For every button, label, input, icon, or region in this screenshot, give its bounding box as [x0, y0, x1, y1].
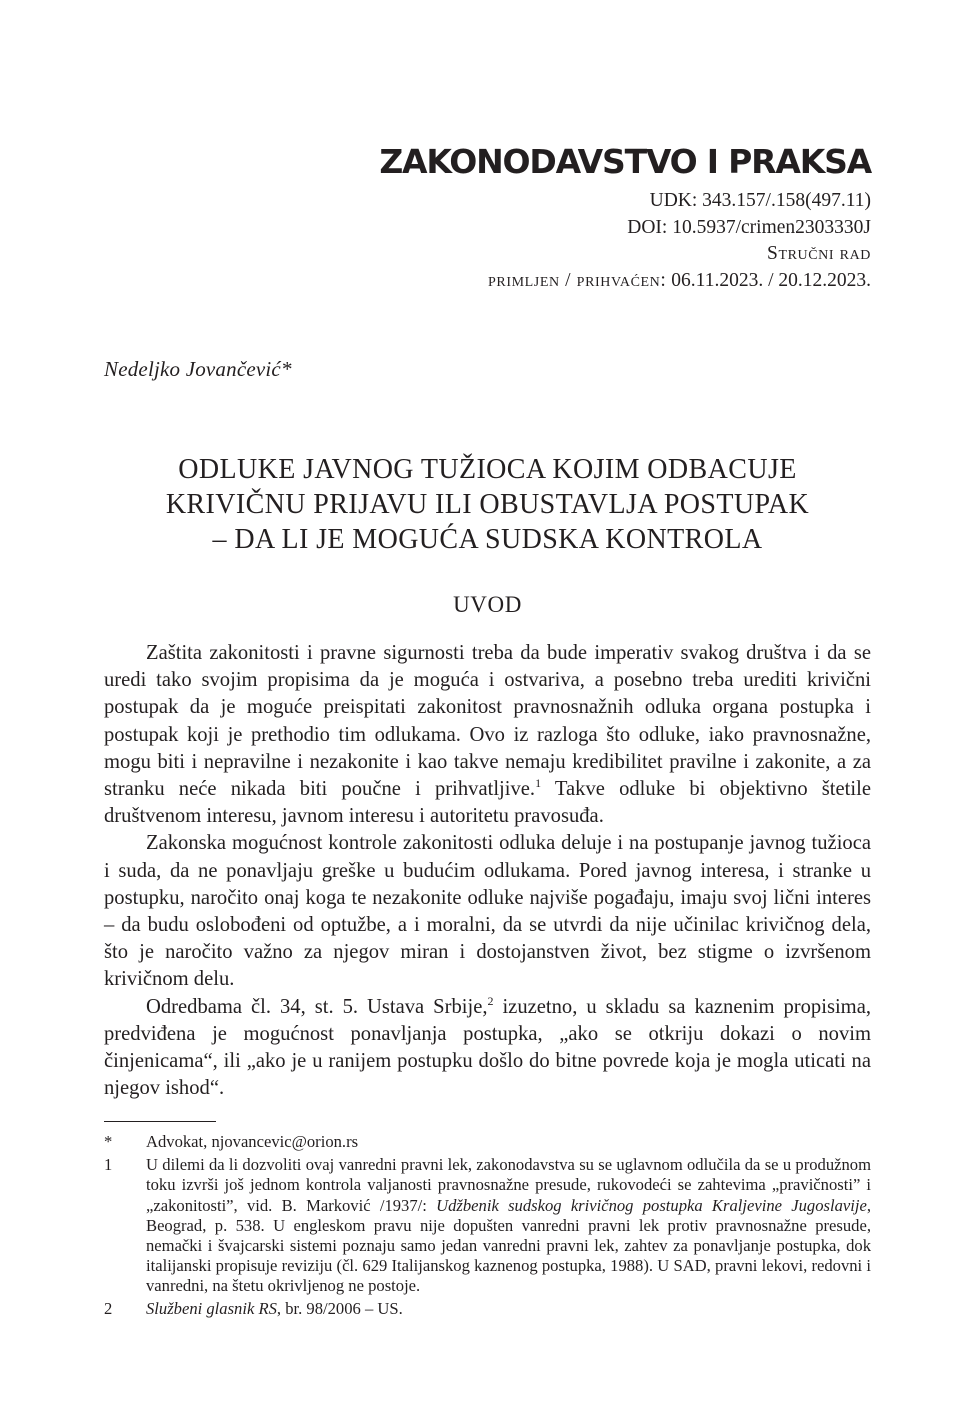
footnotes: [104, 1132, 871, 1319]
footnote-2: [104, 1299, 871, 1319]
dates-value: 06.11.2023. / 20.12.2023.: [666, 269, 871, 291]
footnote-text: Advokat, njovancevic@orion.rs: [146, 1132, 359, 1151]
doi[interactable]: DOI: 10.5937/crimen2303330J: [627, 216, 871, 238]
footnote-separator: [104, 1121, 216, 1122]
footnote-author: [104, 1132, 871, 1152]
author-name-text: Nedeljko Jovančević: [104, 357, 281, 381]
footnote-ref-1[interactable]: 1: [535, 776, 542, 791]
footnote-ref-2[interactable]: 2: [487, 993, 494, 1008]
footnote-1: [104, 1155, 871, 1296]
paragraph: [104, 994, 871, 1103]
paragraph-text: izuzetno, u skladu sa kaznenim propisima, predviđena je mogućnost ponavljanja postupka, „ako se otkriju dokazi o novim činjenicama“, ili „ako je u ranijem postupku došlo do bitne povrede koja je mogla uticati na njegov ishod“.: [104, 995, 871, 1100]
paragraph: Zakonska mogućnost kontrole zakonitosti odluka deluje i na postupanje javnog tužioca i suda, da ne ponavljaju greške u budućim odlukama. Pored javnog interesa, i stranke u postupku, naročito onaj koga te nezakonite odluke najviše pogađaju, imaju svoj lični interes – da budu oslobođeni od optužbe, a i moralni, da se utvrdi da nije učinilac krivičnog dela, što je naročito važno za njegov miran i dostojanstven život, bez stigme o izvršenom krivičnom delu.: [104, 832, 871, 991]
paragraph: [104, 640, 871, 830]
footnote-text-part: , br. 98/2006 – US.: [276, 1298, 403, 1318]
footnote-mark: *: [104, 1132, 113, 1151]
paragraph-text: Zaštita zakonitosti i pravne sigurnosti treba da bude imperativ svakog društva i da se uredi tako svojim propisima da je moguća i ostvariva, a posebno treba urediti krivični postupak da je moguće preispitati zakonitost pravnosnažnih odluka organa postupka i postupak koji je prethodio tim odlukama. Ovo iz razloga što odluke, iako pravnosnažne, mogu biti i nepravilne i nezakonite i kao takve nemaju kredibilitet pravilne i zakonite, a za stranku neće nikada biti poučne i prihvatljive.: [104, 642, 871, 801]
footnote-mark: 2: [104, 1298, 113, 1318]
title-line: KRIVIČNU PRIJAVU ILI OBUSTAVLJA POSTUPAK: [165, 489, 810, 520]
section-heading-uvod: UVOD: [453, 592, 522, 617]
paragraph-text: Takve odluke bi objektivno štetile društvenom interesu, javnom interesu i autoritetu pravosuđa.: [104, 778, 871, 828]
footnote-text: [146, 1299, 871, 1319]
article-title: [104, 452, 871, 557]
udk-code: UDK: 343.157/.158(497.11): [649, 190, 871, 211]
received-accepted-dates: [379, 268, 871, 295]
author-name: [104, 357, 292, 382]
footnote-text: [146, 1155, 871, 1296]
journal-section-title: ZAKONODAVSTVO I PRAKSA: [379, 142, 871, 181]
article-header: [379, 142, 871, 294]
footnote-text-part: U dilemi da li dozvoliti ovaj vanredni pravni lek, zakonodavstva su se uglavnom odlučila da se u produžnom toku izvrši još jednom kontrola valjanosti pravnosnažne presude, rukovodeći se zahtevima „pravičnosti” i „zakonitosti”, vid. B. Marković /1937/:: [146, 1155, 871, 1215]
dates-label: primljen / prihvaćen:: [488, 269, 667, 291]
footnote-mark: 1: [104, 1155, 113, 1175]
title-line: ODLUKE JAVNOG TUŽIOCA KOJIM ODBACUJE: [178, 454, 797, 485]
footnote-text-part: , Beograd, p. 538. U engleskom pravu nije dopušten vanredni pravni lek protiv pravnosnažne presude, nemački i švajcarski sistemi poznaju samo jedan vanredni pravni lek, zahtev za ponavljanje postupka, dok italijanski propisuje reviziju (čl. 629 Italijanskog kaznenog postupka, 1988). U SAD, pravni lekovi, redovni i vanredni, na štetu okrivljenog ne postoje.: [146, 1195, 871, 1296]
author-footnote-marker[interactable]: *: [280, 357, 292, 381]
paragraph-text: Odredbama čl. 34, st. 5. Ustava Srbije,: [146, 995, 488, 1018]
cited-gazette: Službeni glasnik RS: [146, 1298, 277, 1318]
paper-type: Stručni rad: [767, 243, 871, 264]
title-line: – DA LI JE MOGUĆA SUDSKA KONTROLA: [212, 524, 763, 555]
body-text: [104, 640, 871, 1102]
cited-book-title: Udžbenik sudskog krivičnog postupka Kraljevine Jugoslavije: [436, 1195, 867, 1215]
